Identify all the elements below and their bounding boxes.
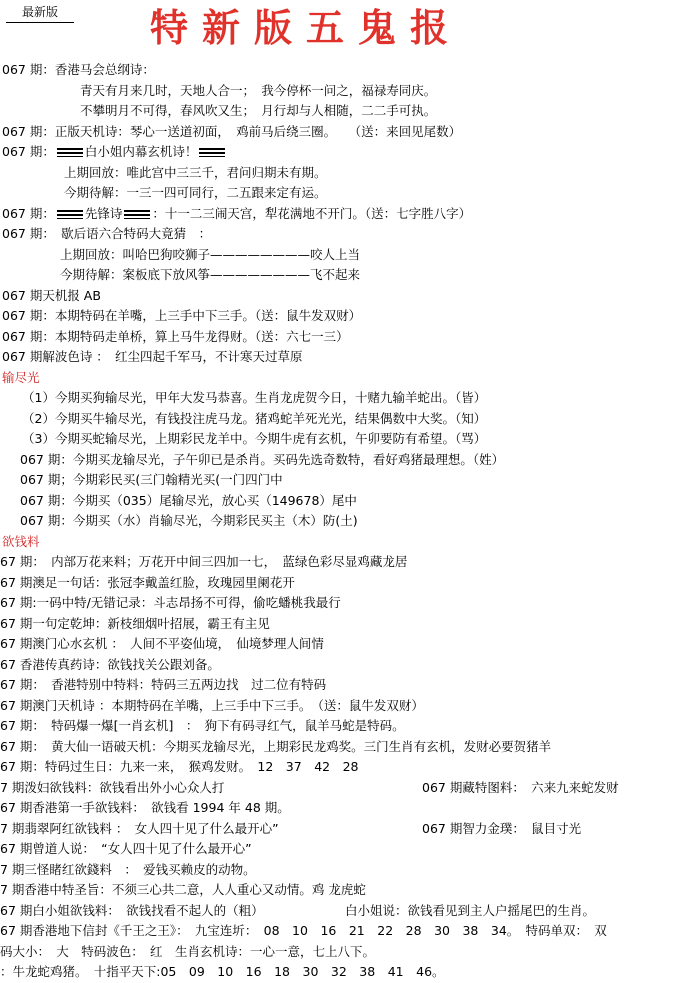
text-line: 067 期：本期特码在羊嘴，上三手中下三手。（送：鼠牛发双财） — [2, 308, 362, 323]
line-tail: ：十一二三闹天宫，犁花满地不开门。（送：七字胜八字） — [152, 205, 472, 221]
text-line: 今期待解：一三一四可同行，二五跟来定有运。 — [64, 185, 327, 200]
text-line: 67 期：特码过生日：九来一来， 猴鸡发财。 12 37 42 28 — [0, 759, 359, 774]
page-title: 特新版五鬼报 — [150, 5, 463, 50]
text-line: 67 香港传真药诗：欲钱找关公跟刘备。 — [0, 656, 220, 672]
text-line: （3）今期买蛇输尽光，上期彩民龙羊中。今期牛虎有玄机，午卯要防有希望。（骂） — [22, 431, 487, 446]
text-line: 不攀明月不可得，春风吹又生； 月行却与人相随，二二手可执。 — [80, 103, 437, 118]
text-line: 067 期：正版天机诗：琴心一送道初面， 鸡前马后绕三圈。 （送：来回见尾数） — [2, 123, 462, 139]
text-line: 67 期澳足一句话：张冠李戴盖红脸，玫瑰园里阑花开 — [0, 574, 295, 590]
line-body: 先锋诗 — [84, 205, 123, 221]
bars-icon — [199, 148, 225, 157]
text-line: 青天有月来几时，天地人合一； 我今停杯一问之，福禄寿同庆。 — [80, 82, 437, 98]
text-line: 67 期澳门天机诗 ：本期特码在羊嘴，上三手中下三手。 （送：鼠牛发双财） — [0, 697, 424, 713]
text-line: 067 期解波色诗 ： 红尘四起千军马，不计寒天过草原 — [2, 349, 303, 364]
text-line: 7 期香港中特圣旨：不须三心共二意，人人重心又动情。鸡 龙虎蛇 — [0, 882, 366, 897]
edition-badge: 最新版 — [6, 4, 74, 23]
text-line — [0, 204, 683, 225]
text-line: 67 期： 香港特别中特料：特码三五两边找 过二位有特码 — [0, 677, 327, 692]
text-line: 67 期： 黄大仙一语破天机：今期买龙输尽光，上期彩民龙鸡奖。三门生肖有玄机，发财必要贺猪羊 — [0, 738, 552, 754]
text-line: 67 期:一码中特/无错记录：斗志昂扬不可得，偷吃蟠桃我最行 — [0, 595, 341, 610]
text-line: 67 期香港第一手欲钱料： 欲钱看 1994 年 48 期。 — [0, 800, 290, 815]
text-line: 067 期：香港马会总纲诗： — [2, 62, 155, 77]
section-heading: 欲钱料 — [2, 533, 40, 549]
section-heading: 输尽光 — [2, 369, 40, 385]
text-line: 067 期：今期买（水）肖输尽光，今期彩民买主（木）防(土) — [20, 513, 358, 528]
text-line: 67 期香港地下信封《千王之王》： 九宝连圻： 08 10 16 21 22 28 30 38 34。 特码单双： 双 — [0, 923, 607, 938]
text-line: ：牛龙蛇鸡猪。 十指平天下:05 09 10 16 18 30 32 38 41 46。 — [0, 964, 445, 979]
bars-icon — [124, 210, 150, 219]
text-line — [0, 819, 683, 840]
text-line: 码大小： 大 特码波色： 红 生肖玄机诗：一心一意，七上八下。 — [0, 943, 376, 959]
bars-icon — [57, 148, 83, 157]
line-prefix: 067 期： — [2, 144, 55, 159]
text-line: 67 期： 内部万花来料；万花开中间三四加一七， 蓝绿色彩尽显鸡藏龙居 — [0, 554, 408, 569]
text-line — [0, 778, 683, 799]
text-line: 67 期曾道人说： “女人四十见了什么最开心” — [0, 841, 252, 856]
line-left: 7 期翡翠阿红欲钱料 ： 女人四十见了什么最开心” — [0, 820, 279, 836]
line-right: 067 期藏特图料： 六来九来蛇发财 — [422, 779, 619, 795]
line-right: 067 期智力金璞： 鼠目寸光 — [422, 820, 582, 836]
line-left: 67 期白小姐欲钱料： 欲钱找看不起人的（粗） — [0, 902, 264, 918]
text-line: 067 期：今期买（035）尾输尽光，放心买（149678）尾中 — [20, 492, 357, 508]
text-line: 067 期：本期特码走单桥，算上马牛龙得财。（送：六七一三） — [2, 328, 349, 344]
text-line: 7 期三怪睹红欲錢料 ： 爱钱买赖皮的动物。 — [0, 861, 256, 877]
text-line: 67 期一句定乾坤：新枝细烟叶招展，霸王有主见 — [0, 615, 270, 631]
text-line: 上期回放：叫哈巴狗咬狮子————————咬人上当 — [60, 246, 361, 262]
text-line: 067 期：今期买龙输尽光，子午卯已是杀肖。买码先选奇数特，看好鸡猪最理想。（姓） — [20, 451, 505, 467]
text-line: 067 期： 歇后语六合特码大竟猜 ： — [2, 226, 212, 241]
line-prefix: 067 期： — [2, 205, 55, 221]
text-line: 67 期： 特码爆一爆[一肖玄机] ： 狗下有码寻红气，鼠羊马蛇是特码。 — [0, 718, 405, 733]
bars-icon — [57, 210, 83, 219]
text-line: 上期回放：唯此宫中三三千，君问归期未有期。 — [64, 164, 327, 180]
text-line: （2）今期买牛输尽光，有钱投注虎马龙。猪鸡蛇羊死光光，结果偶数中大奖。（知） — [22, 410, 487, 426]
content — [0, 60, 683, 983]
text-line: 067 期；今期彩民买(三门翰精光买(一门四门中 — [20, 472, 283, 487]
text-line: 67 期澳门心水玄机 ： 人间不平姿仙境， 仙境梦理人间情 — [0, 636, 324, 651]
line-right: 白小姐说：欲钱看见到主人户摇尾巴的生肖。 — [345, 902, 596, 918]
text-line: 067 期天机报 AB — [2, 287, 101, 303]
text-line — [0, 901, 683, 922]
text-line: 今期待解：案板底下放风筝————————飞不起来 — [60, 267, 361, 282]
text-line — [0, 142, 683, 163]
line-left: 7 期泼妇欲钱料：欲钱看出外小心众人打 — [0, 779, 225, 795]
line-body: 白小姐内幕玄机诗！ — [84, 144, 198, 159]
text-line: （1）今期买狗输尽光，甲年大发马恭喜。生肖龙虎贺今日，十赌九输羊蛇出。（皆） — [22, 390, 487, 405]
